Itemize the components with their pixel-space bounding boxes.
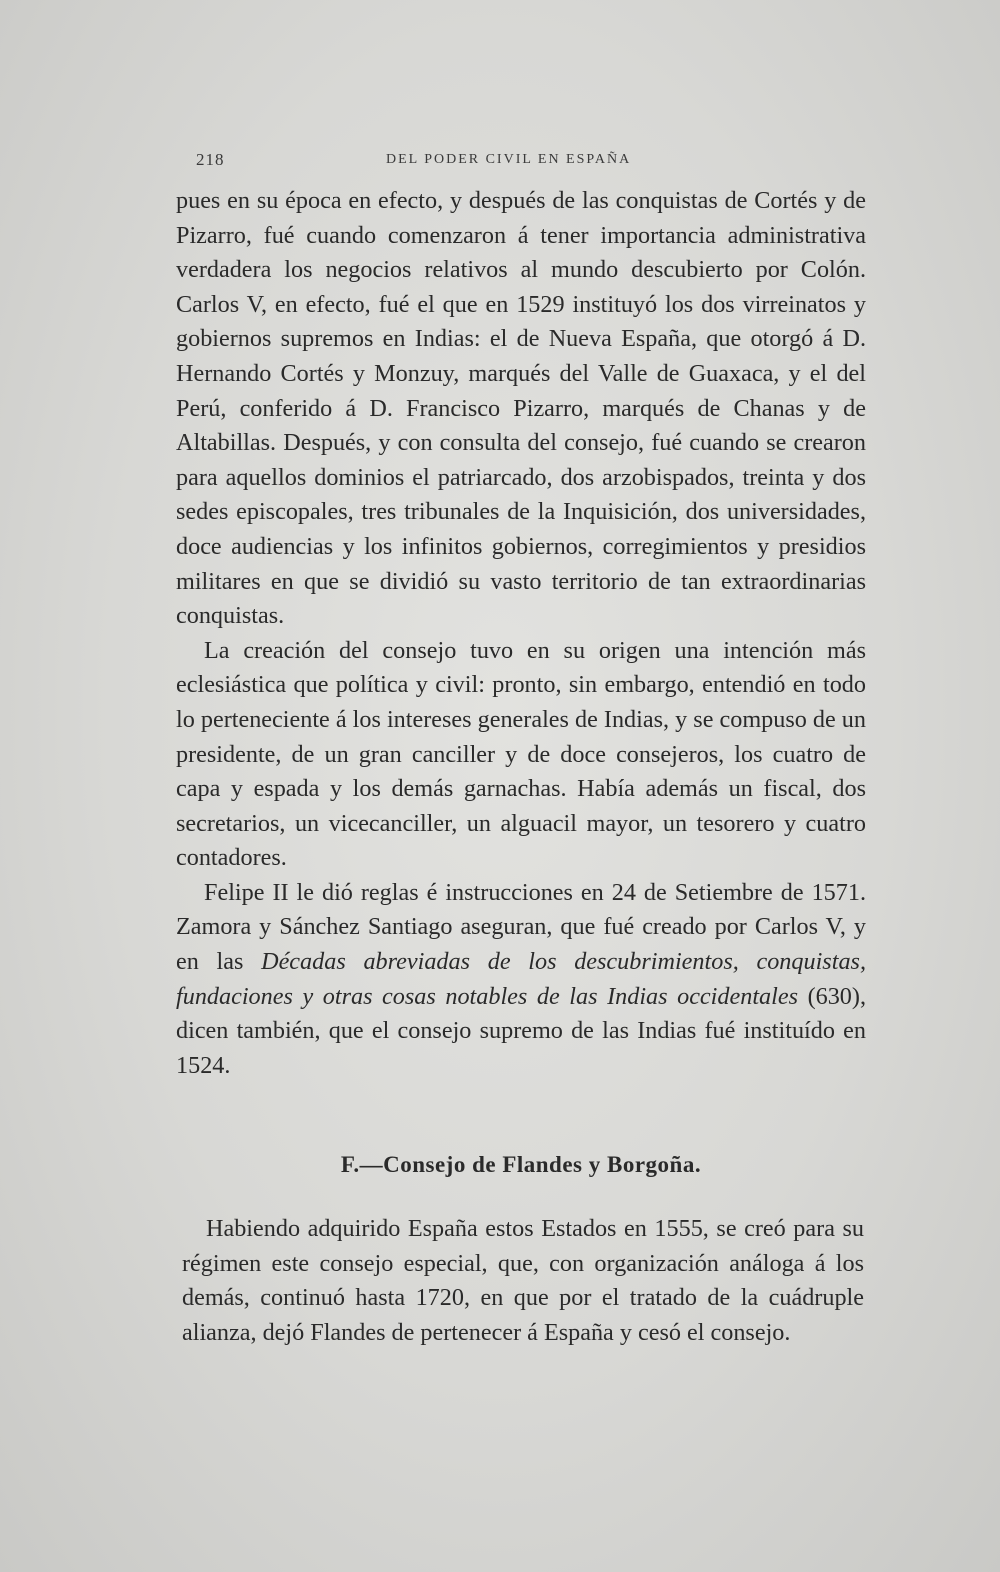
paragraph-3-start: Felipe II le dió reglas é instrucciones en 24 de Setiembre de 1571. Zamora y Sánchez Santiago aseguran, que fué creado por Carlos V, y en las [176, 878, 866, 976]
running-title: DEL PODER CIVIL EN ESPAÑA [386, 152, 632, 167]
section-paragraph: Habiendo adquirido España estos Estados en 1555, se creó para su régimen este consejo especial, que, con organización análoga á los demás, continuó hasta 1720, en que por el tratado de la cuádruple alianza, dejó Flandes de pertenecer á España y cesó el consejo. [182, 1215, 864, 1346]
paragraph-3 [176, 876, 866, 1084]
paragraph-1: pues en su época en efecto, y después de las conquistas de Cortés y de Pizarro, fué cuando comenzaron á tener importancia administrativa verdadera los negocios relativos al mundo descubierto por Colón. Carlos V, en efecto, fué el que en 1529 instituyó los dos virreinatos y gobiernos supremos en Indias: el de Nueva España, que otorgó á D. Hernando Cortés y Monzuy, marqués del Valle de Guaxaca, y el del Perú, conferido á D. Francisco Pizarro, marqués de Chanas y de Altabillas. Después, y con consulta del consejo, fué cuando se crearon para aquellos dominios el patriarcado, dos arzobispados, treinta y dos sedes episcopales, tres tribunales de la Inquisición, dos universidades, doce audiencias y los infinitos gobiernos, corregimientos y presidios militares en que se dividió su vasto territorio de tan extraordinarias conquistas. [176, 187, 866, 630]
section-heading: F.—Consejo de Flandes y Borgoña. [340, 1152, 702, 1177]
section-body [182, 1212, 864, 1350]
page-number: 218 [196, 150, 225, 169]
paragraph-2: La creación del consejo tuvo en su origen una intención más eclesiástica que política y civil: pronto, sin embargo, entendió en todo lo perteneciente á los intereses generales de Indias, y se compuso de un presidente, de un gran canciller y de doce consejeros, los cuatro de capa y espada y los demás garnachas. Había además un fiscal, dos secretarios, un vicecanciller, un alguacil mayor, un tesorero y cuatro contadores. [176, 636, 866, 872]
paragraph-3-italic-title: Décadas abreviadas de los descubrimientos, conquistas, fundaciones y otras cosas notables de las Indias occidentales [176, 948, 866, 1010]
paragraph-3-end: (630), dicen también, que el consejo supremo de las Indias fué instituído en 1524. [176, 982, 867, 1079]
main-text [176, 184, 866, 1083]
